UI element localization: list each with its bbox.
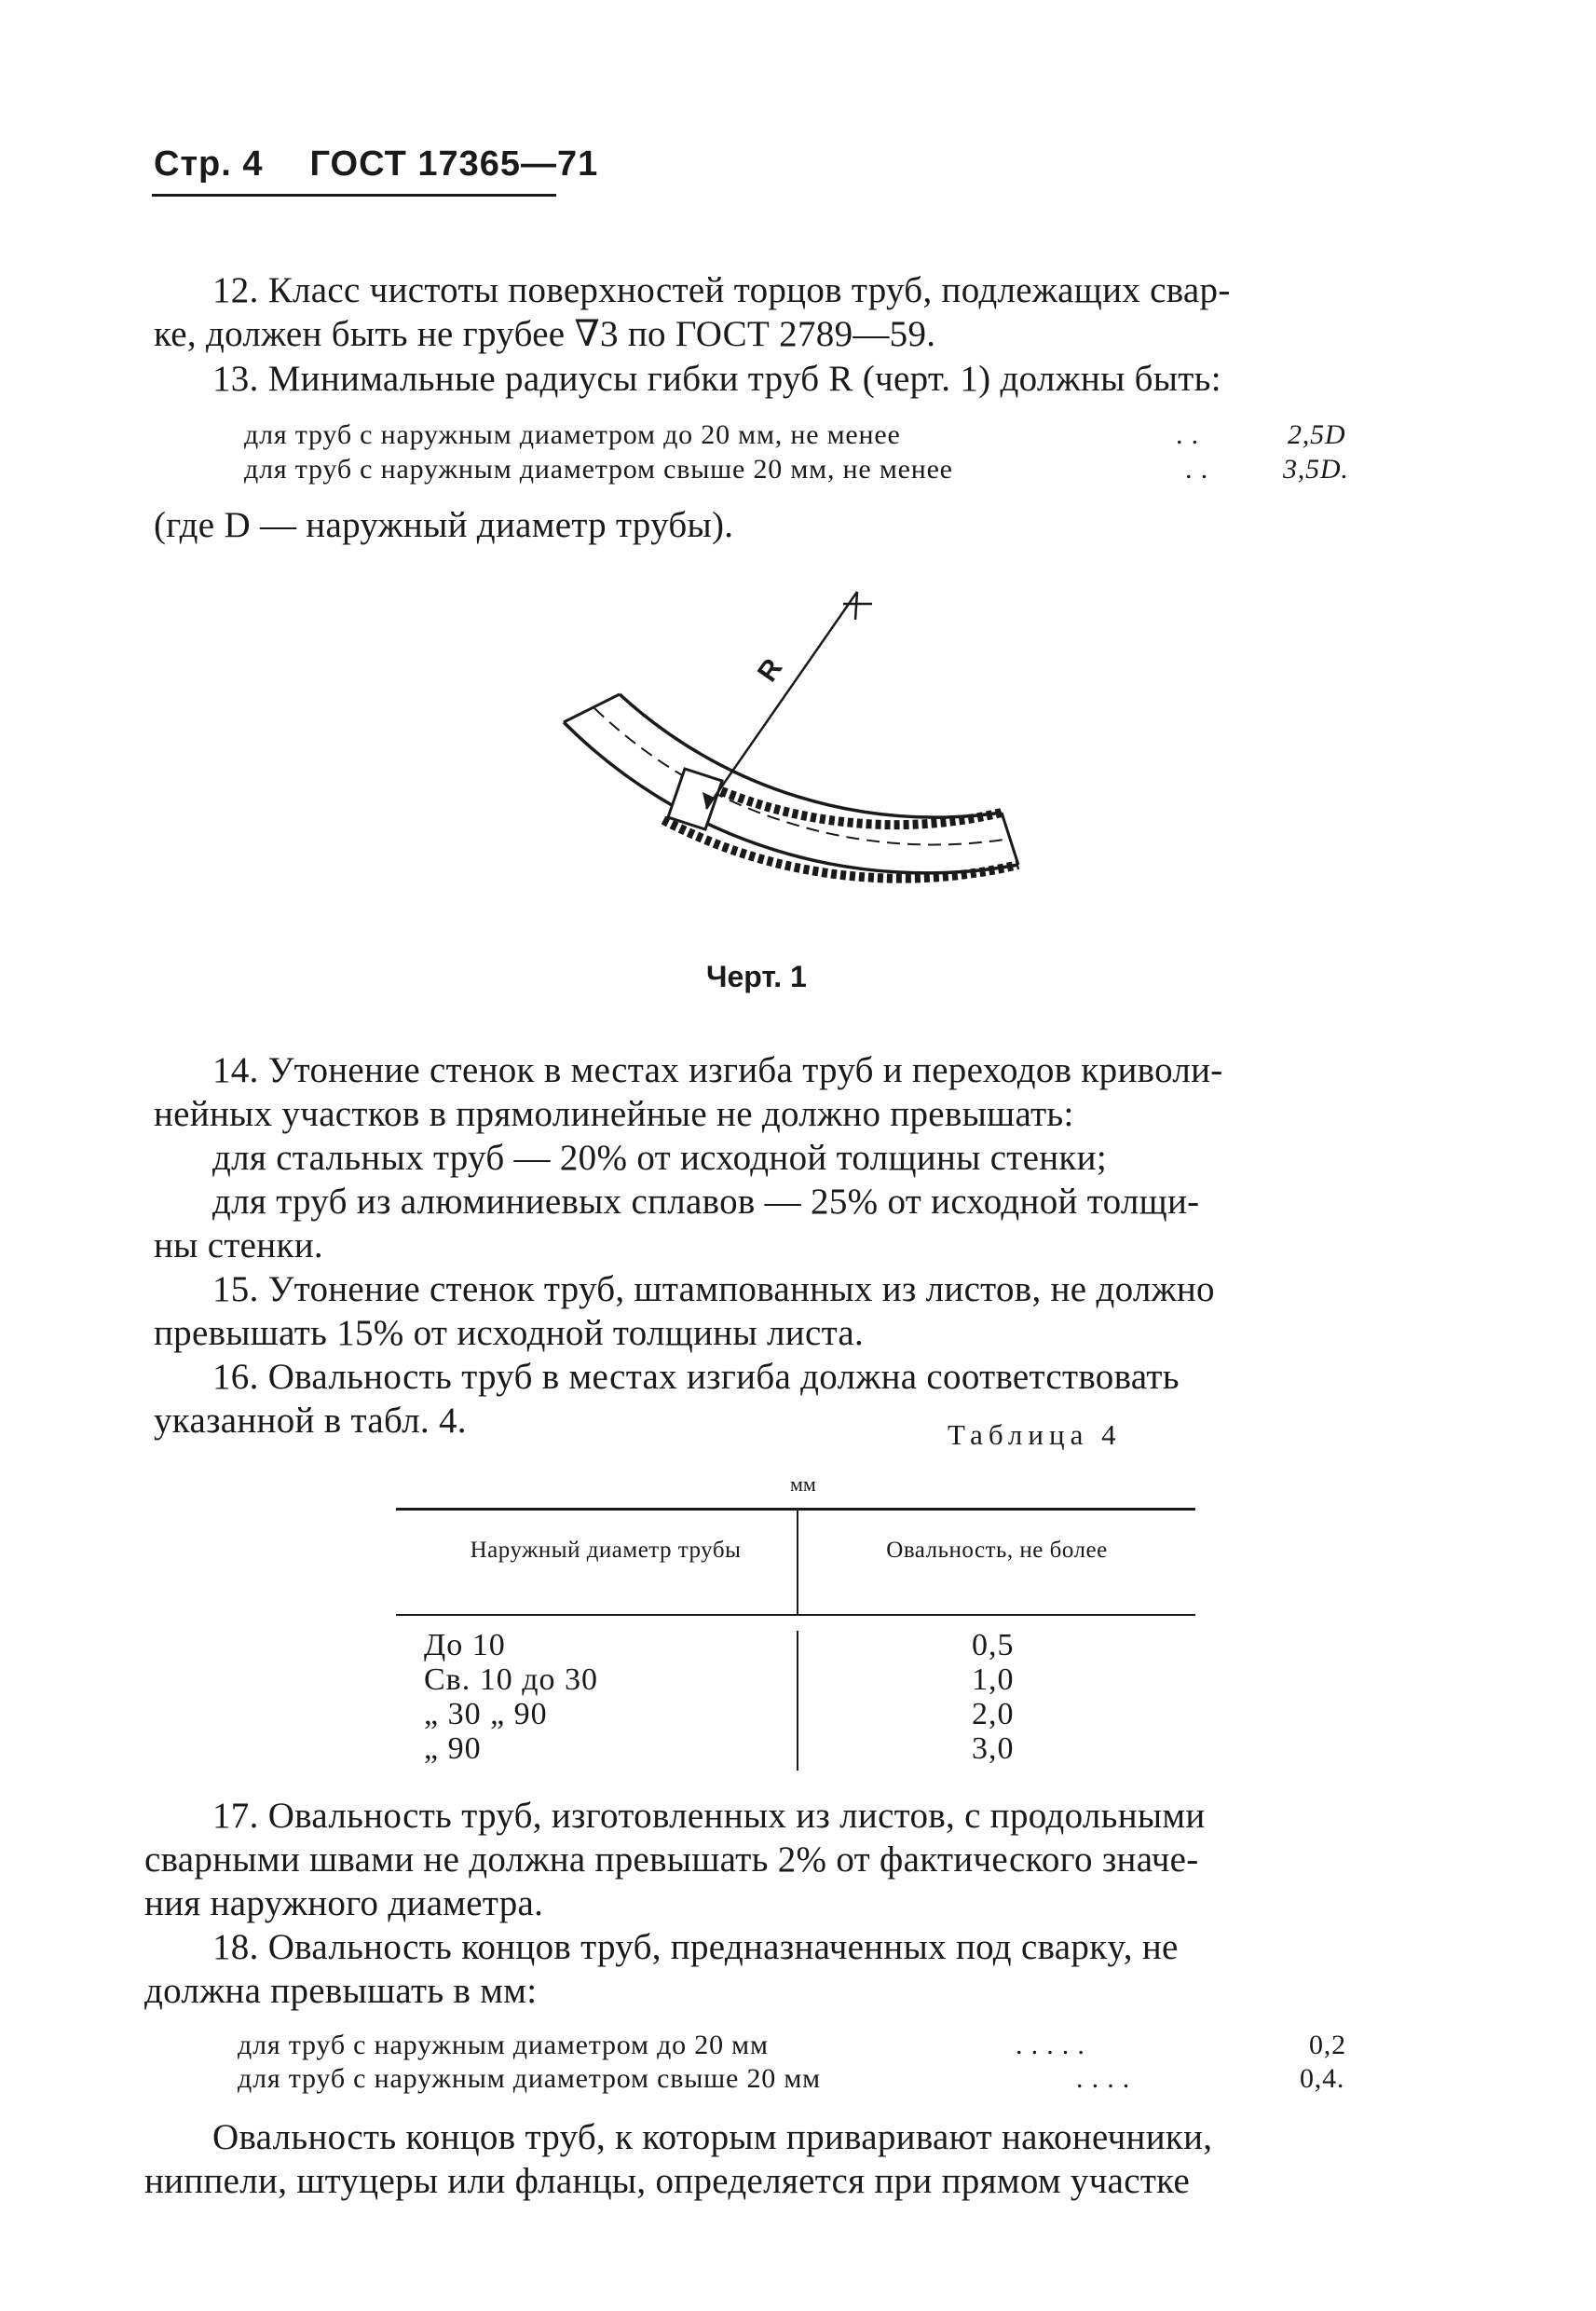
table-cell-ovality: 3,0 — [972, 1731, 1015, 1766]
table-cell-diameter: Св. 10 до 30 — [424, 1662, 599, 1697]
table-cell-ovality: 1,0 — [972, 1662, 1015, 1697]
pipe-bend-figure — [550, 568, 1071, 950]
table-title: Таблица 4 — [948, 1418, 1122, 1451]
table-header-divider — [797, 1511, 798, 1614]
item-17-line-2: сварными швами не должна превышать 2% от фактического значе- — [144, 1839, 1199, 1880]
radius-label: R — [752, 652, 789, 688]
item-12-line-2: ке, должен быть не грубее ∇3 по ГОСТ 2789—59. — [154, 314, 936, 354]
item-13-line-1: 13. Минимальные радиусы гибки труб R (черт. 1) должны быть: — [212, 359, 1221, 399]
row-dots: . . — [1176, 419, 1199, 450]
item-18-line-2: должна превышать в мм: — [144, 1971, 538, 2011]
item-14-line-2: нейных участков в прямолинейные не должно превышать: — [154, 1094, 1074, 1134]
item-16-line-1: 16. Овальность труб в местах изгиба должна соответствовать — [212, 1357, 1180, 1397]
row-dots: . . — [1185, 454, 1208, 485]
page-number: Стр. 4 — [154, 144, 264, 184]
item-15-line-2: превышать 15% от исходной толщины листа. — [154, 1313, 865, 1353]
item-13-row-1 — [244, 417, 1390, 453]
table-cell-ovality: 0,5 — [972, 1628, 1015, 1662]
item-17-line-1: 17. Овальность труб, изготовленных из листов, с продольными — [212, 1796, 1206, 1836]
item-18-row-1 — [238, 2028, 1393, 2063]
item-14-line-4: для труб из алюминиевых сплавов — 25% от исходной толщи- — [212, 1182, 1200, 1222]
item-15-line-1: 15. Утонение стенок труб, штампованных из листов, не должно — [212, 1269, 1215, 1309]
column-header-ovality: Овальность, не более — [886, 1538, 1108, 1563]
table-cell-diameter: „ 30 „ 90 — [424, 1697, 548, 1731]
row-text: для труб с наружным диаметром свыше 20 мм — [238, 2063, 821, 2094]
item-13-row-2 — [244, 452, 1390, 487]
item-14-line-3: для стальных труб — 20% от исходной толщины стенки; — [212, 1138, 1107, 1178]
item-13-note: (где D — наружный диаметр трубы). — [154, 505, 734, 545]
table-body-divider — [797, 1631, 798, 1771]
figure-caption: Черт. 1 — [706, 960, 807, 993]
ovality-ends-line-1: Овальность концов труб, к которым приваривают наконечники, — [212, 2117, 1213, 2157]
table-header-rule — [396, 1614, 1195, 1616]
item-18-row-2 — [238, 2061, 1393, 2097]
row-dots: . . . . . — [1016, 2030, 1085, 2060]
item-17-line-3: ния наружного диаметра. — [144, 1883, 544, 1923]
ovality-ends-line-2: ниппели, штуцеры или фланцы, определяется при прямом участке — [144, 2161, 1191, 2201]
item-16-line-2: указанной в табл. 4. — [154, 1401, 467, 1441]
item-14-line-1: 14. Утонение стенок в местах изгиба труб и переходов криволи- — [212, 1050, 1223, 1090]
row-value: 2,5D — [1288, 419, 1346, 450]
row-value: 3,5D. — [1283, 454, 1349, 485]
item-12-line-1: 12. Класс чистоты поверхностей торцов труб, подлежащих свар- — [212, 270, 1231, 310]
table-cell-ovality: 2,0 — [972, 1697, 1015, 1731]
table-unit: мм — [790, 1472, 816, 1496]
page-header — [154, 144, 598, 185]
item-18-line-1: 18. Овальность концов труб, предназначенных под сваркy, не — [212, 1927, 1179, 1967]
row-text: для труб с наружным диаметром до 20 мм, не менее — [244, 419, 901, 450]
header-rule — [152, 194, 556, 197]
standard-designation: ГОСТ 17365—71 — [309, 144, 599, 184]
column-header-diameter: Наружный диаметр трубы — [470, 1538, 742, 1563]
row-value: 0,4. — [1300, 2063, 1345, 2094]
table-cell-diameter: До 10 — [424, 1628, 506, 1662]
row-dots: . . . . — [1076, 2063, 1131, 2094]
item-14-line-5: ны стенки. — [154, 1225, 323, 1265]
table-cell-diameter: „ 90 — [424, 1731, 482, 1766]
row-value: 0,2 — [1309, 2030, 1346, 2060]
table-top-rule — [396, 1508, 1195, 1511]
row-text: для труб с наружным диаметром до 20 мм — [238, 2030, 769, 2060]
row-text: для труб с наружным диаметром свыше 20 мм, не менее — [244, 454, 953, 485]
